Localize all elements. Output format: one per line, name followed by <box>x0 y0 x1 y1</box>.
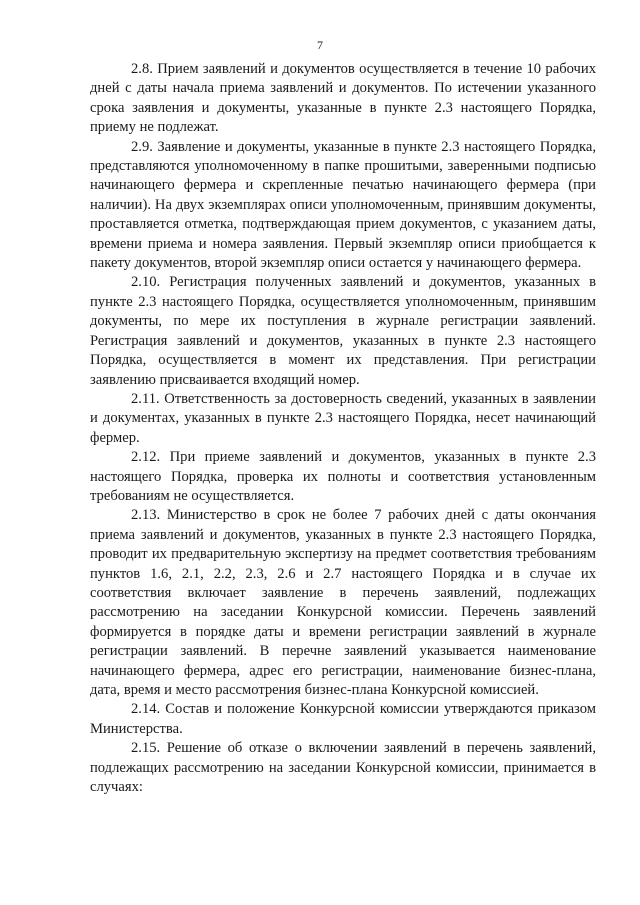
page-number: 7 <box>317 38 323 52</box>
paragraph-2-12: 2.12. При приеме заявлений и документов, указанных в пункте 2.3 настоящего Порядка, проверка их полноты и соответствия установленным требованиям не осуществляется. <box>90 449 596 504</box>
paragraph-2-13: 2.13. Министерство в срок не более 7 рабочих дней с даты окончания приема заявлений и документов, указанных в пункте 2.3 настоящего Порядка, проводит их предварительную экспертизу на предмет соответствия требованиям пунктов 1.6, 2.1, 2.2, 2.3, 2.6 и 2.7 настоящего Порядка и в случае их соответствия включает заявление в перечень заявлений, подлежащих рассмотрению на заседании Конкурсной комиссии. Перечень заявлений формируется в порядке даты и времени регистрации заявлений в журнале регистрации заявлений. В перечне заявлений указывается наименование начинающего фермера, адрес его регистрации, наименование бизнес-плана, дата, время и место рассмотрения бизнес-плана Конкурсной комиссией. <box>90 507 596 698</box>
paragraph-2-9: 2.9. Заявление и документы, указанные в пункте 2.3 настоящего Порядка, представляются уполномоченному в папке прошитыми, заверенными подписью начинающего фермера и скрепленные печатью начинающего фермера (при наличии). На двух экземплярах описи уполномоченным, принявшим документы, проставляется отметка, подтверждающая прием документов, с указанием даты, времени приема и номера заявления. Первый экземпляр описи приобщается к пакету документов, второй экземпляр описи остается у начинающего фермера. <box>90 138 596 272</box>
paragraph-2-10: 2.10. Регистрация полученных заявлений и документов, указанных в пункте 2.3 настоящего Порядка, осуществляется уполномоченным, принявшим документы, по мере их поступления в журнале регистрации заявлений. Регистрация заявлений и документов, указанных в пункте 2.3 настоящего Порядка, осуществляется в момент их представления. При регистрации заявлению присваивается входящий номер. <box>90 274 596 388</box>
paragraph-2-11: 2.11. Ответственность за достоверность сведений, указанных в заявлении и документах, указанных в пункте 2.3 настоящего Порядка, несет начинающий фермер. <box>90 390 596 446</box>
paragraph-2-15: 2.15. Решение об отказе о включении заявлений в перечень заявлений, подлежащих рассмотрению на заседании Конкурсной комиссии, принимается в случаях: <box>90 740 596 796</box>
document-body <box>90 60 596 797</box>
paragraph-2-8: 2.8. Прием заявлений и документов осуществляется в течение 10 рабочих дней с даты начала приема заявлений и документов. По истечении указанного срока заявления и документы, указанные в пункте 2.3 настоящего Порядка, приему не подлежат. <box>90 61 596 136</box>
paragraph-2-14: 2.14. Состав и положение Конкурсной комиссии утверждаются приказом Министерства. <box>90 701 596 737</box>
